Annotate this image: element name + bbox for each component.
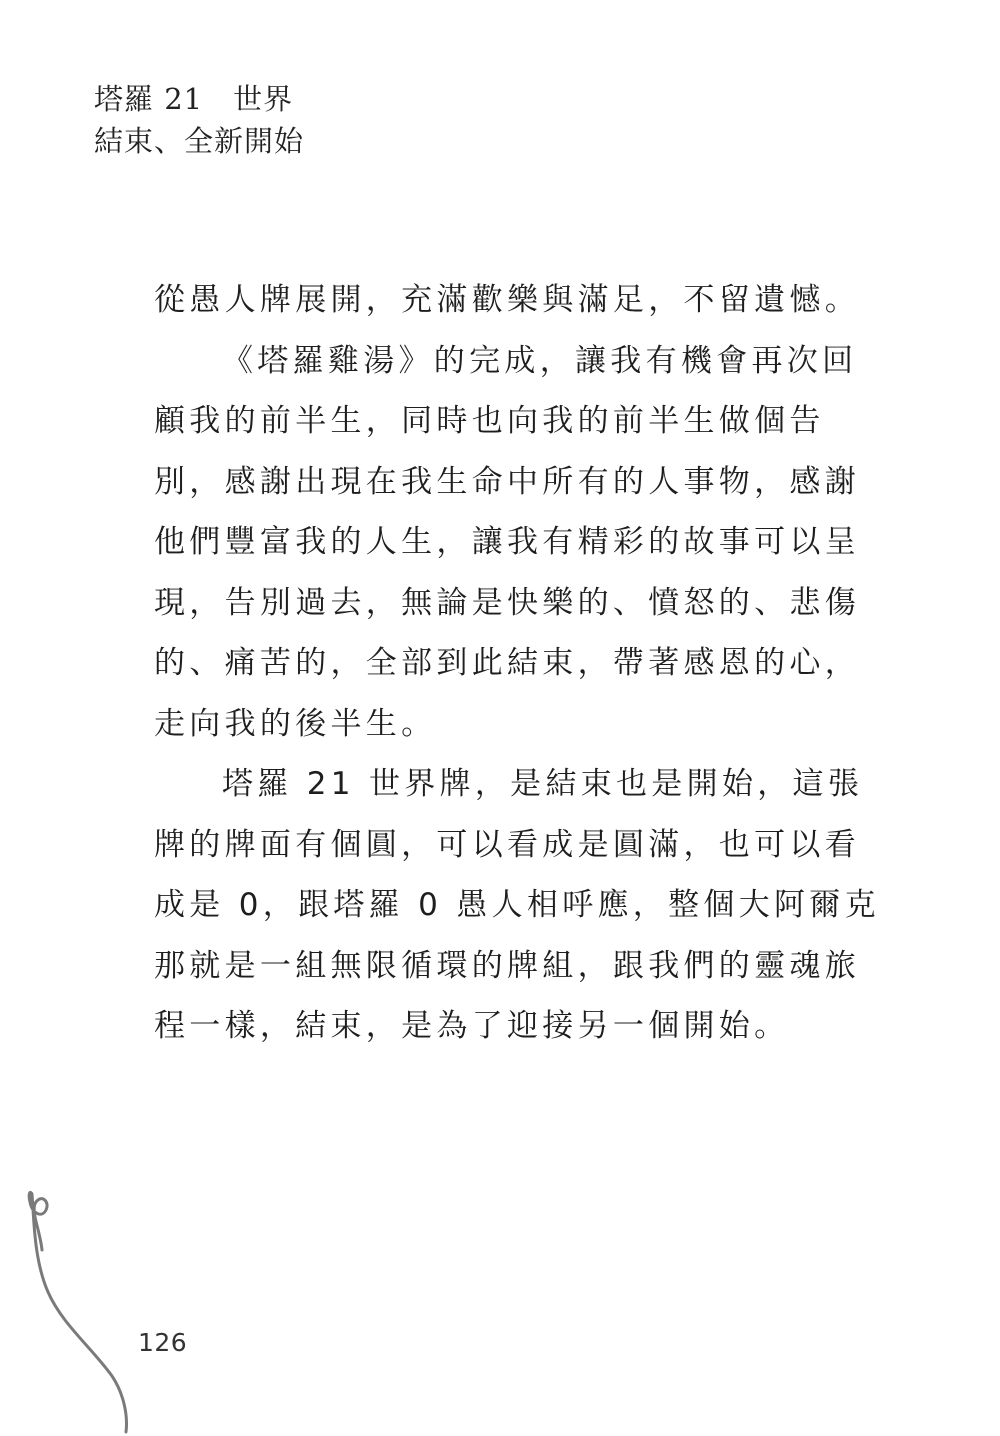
text-line: 他們豐富我的人生，讓我有精彩的故事可以呈 — [154, 524, 860, 560]
chapter-subtitle: 結束、全新開始 — [94, 124, 305, 158]
curl-line-ornament-icon — [0, 1180, 160, 1436]
text-line: 從愚人牌展開，充滿歡樂與滿足，不留遺憾。 — [154, 282, 860, 318]
text-line: 成是 0，跟塔羅 0 愚人相呼應，整個大阿爾克 — [154, 887, 880, 923]
page-number: 126 — [138, 1328, 188, 1357]
text-line: 那就是一組無限循環的牌組，跟我們的靈魂旅 — [154, 947, 860, 984]
text-line: 現，告別過去，無論是快樂的、憤怒的、悲傷 — [154, 584, 860, 621]
text-line: 塔羅 21 世界牌，是結束也是開始，這張 — [222, 766, 864, 802]
text-line: 別，感謝出現在我生命中所有的人事物，感謝 — [154, 463, 860, 500]
text-line: 顧我的前半生，同時也向我的前半生做個告 — [154, 403, 825, 439]
text-line: 程一樣，結束，是為了迎接另一個開始。 — [154, 1008, 790, 1044]
running-head — [94, 78, 304, 162]
chapter-title: 塔羅 21 世界 — [94, 82, 294, 116]
text-line: 牌的牌面有個圓，可以看成是圓滿，也可以看 — [154, 826, 860, 863]
text-line: 《塔羅雞湯》的完成，讓我有機會再次回 — [222, 342, 858, 379]
body-text — [154, 270, 880, 1057]
text-line: 走向我的後半生。 — [154, 705, 437, 742]
text-line: 的、痛苦的，全部到此結束，帶著感恩的心， — [154, 645, 860, 681]
